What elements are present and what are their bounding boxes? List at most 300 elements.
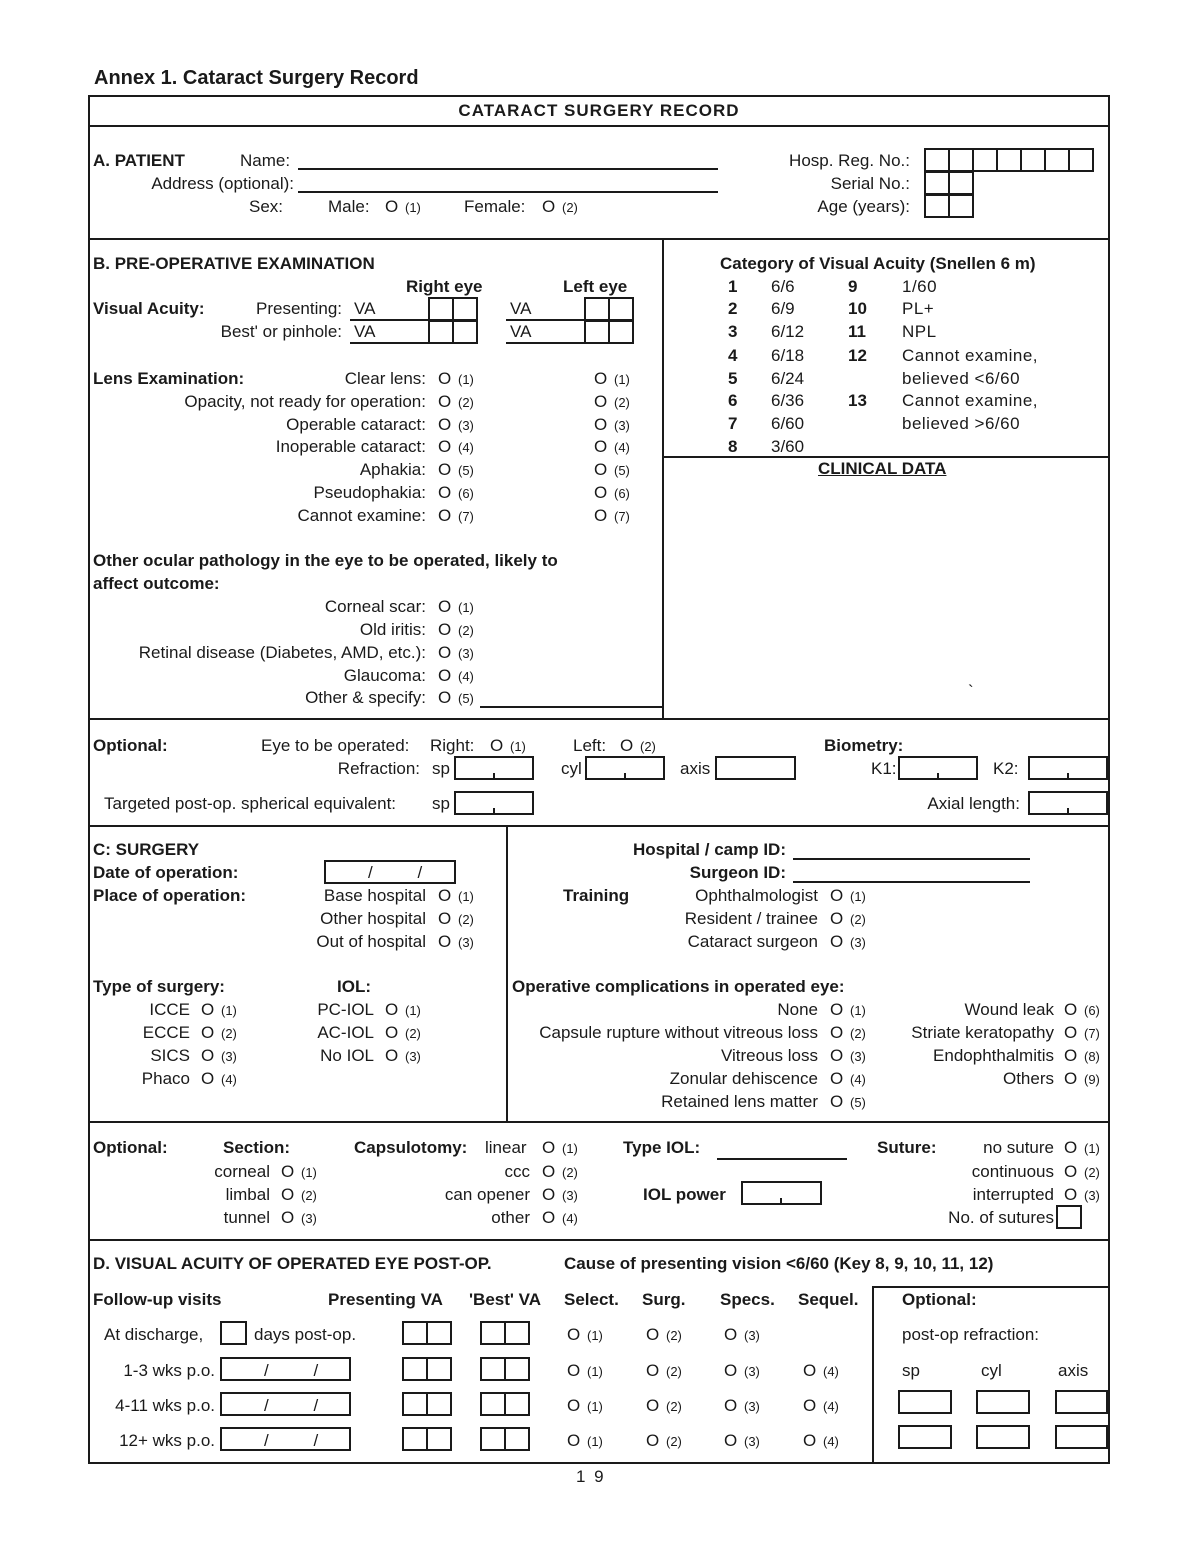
- option-number: (3): [1084, 1188, 1100, 1203]
- discharge-presenting-va[interactable]: [402, 1321, 450, 1345]
- option-number: (9): [1084, 1072, 1100, 1087]
- place-item: Out of hospital: [316, 932, 426, 951]
- va-category-number: 9: [848, 277, 858, 296]
- option-number: (5): [850, 1095, 866, 1110]
- pathology-radio[interactable]: O: [438, 666, 452, 685]
- age-boxes[interactable]: [924, 194, 972, 218]
- left-eye-radio[interactable]: O: [620, 736, 634, 755]
- biometry-label: Biometry:: [824, 736, 904, 755]
- hosp-reg-label: Hosp. Reg. No.:: [789, 151, 910, 170]
- place-radio[interactable]: O: [438, 886, 452, 905]
- option-number: (3): [614, 418, 630, 433]
- iol-radio[interactable]: O: [385, 1023, 399, 1042]
- va-category-value: 6/24: [771, 369, 805, 388]
- va-category-number: 13: [848, 391, 867, 410]
- left-lens-radio[interactable]: O: [594, 415, 608, 434]
- option-number: (1): [587, 1364, 603, 1379]
- va-category-value: 6/60: [771, 414, 805, 433]
- best-pinhole-label: Best' or pinhole:: [220, 322, 342, 341]
- cause-radio[interactable]: O: [567, 1396, 581, 1415]
- best-va-boxes[interactable]: [480, 1392, 528, 1416]
- patient-heading: A. PATIENT: [93, 151, 185, 170]
- surg-header: Surg.: [642, 1290, 686, 1309]
- option-number: (3): [850, 935, 866, 950]
- lens-item: Opacity, not ready for operation:: [184, 392, 426, 411]
- complication-item: Vitreous loss: [720, 1046, 818, 1065]
- va-category-number: 3: [728, 322, 738, 341]
- option-number: (3): [458, 418, 474, 433]
- type-iol-label: Type IOL:: [623, 1138, 701, 1157]
- option-number: (4): [458, 440, 474, 455]
- complication-radio[interactable]: O: [830, 1092, 844, 1111]
- va-category-value: 6/6: [771, 277, 795, 296]
- left-lens-radio[interactable]: O: [594, 506, 608, 525]
- preop-heading: B. PRE-OPERATIVE EXAMINATION: [93, 254, 375, 273]
- va-category-number: 7: [728, 414, 738, 433]
- capsulotomy-radio[interactable]: O: [542, 1138, 556, 1157]
- surgery-type: ICCE: [149, 1000, 190, 1019]
- option-number: (6): [614, 486, 630, 501]
- cause-radio[interactable]: O: [803, 1396, 817, 1415]
- va-category-heading: Category of Visual Acuity (Snellen 6 m): [720, 254, 1036, 273]
- male-radio[interactable]: O: [385, 197, 399, 216]
- va-category-value: PL+: [902, 299, 935, 318]
- left-lens-radio[interactable]: O: [594, 369, 608, 388]
- training-radio[interactable]: O: [830, 886, 844, 905]
- postop-axis-field[interactable]: [1055, 1390, 1108, 1414]
- section-label: Section:: [223, 1138, 291, 1157]
- postop-cyl-field[interactable]: [976, 1425, 1030, 1449]
- option-number: (2): [666, 1364, 682, 1379]
- option-number: (1): [850, 889, 866, 904]
- option-number: (6): [458, 486, 474, 501]
- left-eye-best-va[interactable]: [584, 320, 632, 344]
- option-number: (4): [614, 440, 630, 455]
- option-number: (1): [1084, 1141, 1100, 1156]
- other-specify-field[interactable]: [480, 706, 662, 708]
- option-number: (2): [458, 912, 474, 927]
- suture-item: continuous: [971, 1162, 1054, 1181]
- complication-radio[interactable]: O: [830, 1069, 844, 1088]
- option-number: (3): [458, 935, 474, 950]
- suture-label: Suture:: [877, 1138, 937, 1157]
- presenting-va-boxes[interactable]: [402, 1392, 450, 1416]
- va-category-value: 1/60: [902, 277, 938, 296]
- cause-radio[interactable]: O: [646, 1396, 660, 1415]
- va-category-number: 11: [848, 322, 866, 341]
- sp-label: sp: [432, 759, 450, 778]
- left-lens-radio[interactable]: O: [594, 437, 608, 456]
- best-va-boxes[interactable]: [480, 1357, 528, 1381]
- hospital-id-label: Hospital / camp ID:: [632, 840, 786, 859]
- va-label: VA: [354, 299, 376, 318]
- right-eye-presenting-va[interactable]: [428, 297, 476, 321]
- training-item: Ophthalmologist: [695, 886, 818, 905]
- va-category-value: 3/60: [771, 437, 805, 456]
- right-lens-radio[interactable]: O: [438, 483, 452, 502]
- complications-heading: Operative complications in operated eye:: [512, 977, 845, 996]
- va-category-number: 8: [728, 437, 738, 456]
- section-radio[interactable]: O: [281, 1208, 295, 1227]
- va-label: VA: [354, 322, 376, 341]
- iol-radio[interactable]: O: [385, 1000, 399, 1019]
- left-lens-radio[interactable]: O: [594, 483, 608, 502]
- right-lens-radio[interactable]: O: [438, 415, 452, 434]
- sp-header: sp: [902, 1361, 920, 1380]
- capsulotomy-radio[interactable]: O: [542, 1208, 556, 1227]
- optional-label: Optional:: [93, 1138, 168, 1157]
- iol-type: AC-IOL: [317, 1023, 374, 1042]
- va-category-number: 4: [728, 346, 738, 365]
- serial-boxes[interactable]: [924, 171, 972, 195]
- suture-item: interrupted: [972, 1185, 1054, 1204]
- cyl-label: cyl: [561, 759, 582, 778]
- clinical-data-heading: CLINICAL DATA: [818, 459, 947, 478]
- refraction-label: Refraction:: [337, 759, 420, 778]
- va-category-value: 6/18: [771, 346, 805, 365]
- complication-item: Endophthalmitis: [933, 1046, 1054, 1065]
- va-category-value: 6/12: [771, 322, 805, 341]
- section-radio[interactable]: O: [281, 1162, 295, 1181]
- discharge-days-field[interactable]: [220, 1321, 247, 1345]
- complication-item: Capsule rupture without vitreous loss: [539, 1023, 818, 1042]
- va-category-value: 6/36: [771, 391, 805, 410]
- cause-radio[interactable]: O: [803, 1431, 817, 1450]
- surgery-type-radio[interactable]: O: [201, 1046, 215, 1065]
- option-number: (2): [562, 200, 578, 215]
- option-number: (1): [458, 889, 474, 904]
- select-header: Select.: [564, 1290, 619, 1309]
- option-number: (2): [1084, 1165, 1100, 1180]
- presenting-va-boxes[interactable]: [402, 1357, 450, 1381]
- option-number: (3): [744, 1364, 760, 1379]
- axis-label: axis: [680, 759, 711, 778]
- no-of-sutures-field[interactable]: [1056, 1205, 1082, 1229]
- complication-item: Others: [1002, 1069, 1054, 1088]
- option-number: (3): [301, 1211, 317, 1226]
- option-number: (7): [614, 509, 630, 524]
- form-title: CATARACT SURGERY RECORD: [458, 101, 740, 120]
- left-eye-header: Left eye: [563, 277, 628, 296]
- place-radio[interactable]: O: [438, 932, 452, 951]
- cause-radio[interactable]: O: [646, 1361, 660, 1380]
- option-number: (2): [640, 739, 656, 754]
- surgery-type-radio[interactable]: O: [201, 1000, 215, 1019]
- presenting-va-header: Presenting VA: [328, 1290, 443, 1309]
- postop-axis-field[interactable]: [1055, 1425, 1108, 1449]
- suture-radio[interactable]: O: [1064, 1185, 1078, 1204]
- annex-title: Annex 1. Cataract Surgery Record: [94, 67, 419, 89]
- lens-exam-label: Lens Examination:: [93, 369, 245, 388]
- cause-heading: Cause of presenting vision <6/60 (Key 8, 9, 10, 11, 12): [564, 1254, 994, 1273]
- suture-radio[interactable]: O: [1064, 1138, 1078, 1157]
- option-number: (3): [744, 1328, 760, 1343]
- option-number: (2): [850, 1026, 866, 1041]
- hosp-reg-boxes[interactable]: [924, 148, 1092, 172]
- pathology-radio[interactable]: O: [438, 620, 452, 639]
- option-number: (2): [458, 395, 474, 410]
- cause-radio[interactable]: O: [646, 1325, 660, 1344]
- date-separator: / /: [264, 1431, 339, 1450]
- right-eye-best-va[interactable]: [428, 320, 476, 344]
- lens-item: Inoperable cataract:: [275, 437, 426, 456]
- option-number: (3): [744, 1399, 760, 1414]
- k2-label: K2:: [993, 759, 1019, 778]
- option-number: (1): [587, 1328, 603, 1343]
- option-number: (3): [221, 1049, 237, 1064]
- other-pathology-heading: Other ocular pathology in the eye to be operated, likely to: [93, 551, 558, 570]
- option-number: (5): [614, 463, 630, 478]
- best-va-boxes[interactable]: [480, 1427, 528, 1451]
- capsulotomy-radio[interactable]: O: [542, 1185, 556, 1204]
- best-va-header: 'Best' VA: [469, 1290, 542, 1309]
- option-number: (4): [823, 1399, 839, 1414]
- option-number: (1): [510, 739, 526, 754]
- age-label: Age (years):: [817, 197, 910, 216]
- specs-header: Specs.: [720, 1290, 775, 1309]
- complication-radio[interactable]: O: [830, 1023, 844, 1042]
- training-radio[interactable]: O: [830, 932, 844, 951]
- right-lens-radio[interactable]: O: [438, 392, 452, 411]
- va-category-value: Cannot examine,: [902, 346, 1039, 365]
- axis-header: axis: [1058, 1361, 1089, 1380]
- surgery-type-radio[interactable]: O: [201, 1023, 215, 1042]
- female-radio[interactable]: O: [542, 197, 556, 216]
- option-number: (8): [1084, 1049, 1100, 1064]
- va-category-value: NPL: [902, 322, 937, 341]
- va-category-number: 6: [728, 391, 738, 410]
- female-label: Female:: [464, 197, 526, 216]
- va-category-value: Cannot examine,: [902, 391, 1039, 410]
- option-number: (2): [666, 1434, 682, 1449]
- surgeon-id-field[interactable]: [793, 881, 1030, 883]
- va-category-number: 2: [728, 299, 738, 318]
- va-category-value: 6/9: [771, 299, 795, 318]
- cause-radio[interactable]: O: [567, 1361, 581, 1380]
- place-item: Other hospital: [320, 909, 426, 928]
- complication-radio[interactable]: O: [1064, 1023, 1078, 1042]
- option-number: (1): [850, 1003, 866, 1018]
- va-label: VA: [510, 299, 532, 318]
- option-number: (4): [562, 1211, 578, 1226]
- capsulotomy-item: can opener: [444, 1185, 530, 1204]
- left-label: Left:: [573, 736, 607, 755]
- cause-radio[interactable]: O: [724, 1325, 738, 1344]
- male-label: Male:: [328, 197, 370, 216]
- surgery-heading: C: SURGERY: [93, 840, 200, 859]
- training-item: Cataract surgeon: [687, 932, 818, 951]
- section-radio[interactable]: O: [281, 1185, 295, 1204]
- option-number: (7): [1084, 1026, 1100, 1041]
- pathology-radio[interactable]: O: [438, 643, 452, 662]
- complication-radio[interactable]: O: [830, 1000, 844, 1019]
- va-category-number: 10: [848, 299, 867, 318]
- date-separator: / /: [264, 1361, 339, 1380]
- iol-type: No IOL: [320, 1046, 374, 1065]
- complication-item: Zonular dehiscence: [669, 1069, 818, 1088]
- capsulotomy-item: linear: [485, 1138, 527, 1157]
- refraction-axis-field[interactable]: [715, 756, 796, 780]
- iol-label: IOL:: [337, 977, 371, 996]
- section-item: corneal: [214, 1162, 270, 1181]
- right-lens-radio[interactable]: O: [438, 460, 452, 479]
- capsulotomy-item: ccc: [504, 1162, 530, 1181]
- surgery-type-radio[interactable]: O: [201, 1069, 215, 1088]
- option-number: (1): [562, 1141, 578, 1156]
- option-number: (1): [587, 1399, 603, 1414]
- pathology-radio[interactable]: O: [438, 688, 452, 707]
- option-number: (4): [221, 1072, 237, 1087]
- complication-radio[interactable]: O: [1064, 1069, 1078, 1088]
- sequel-header: Sequel.: [798, 1290, 859, 1309]
- type-iol-field[interactable]: [717, 1158, 847, 1160]
- option-number: (2): [666, 1399, 682, 1414]
- option-number: (1): [405, 1003, 421, 1018]
- option-number: (4): [458, 669, 474, 684]
- at-discharge-label: At discharge,: [104, 1325, 204, 1344]
- cause-radio[interactable]: O: [567, 1325, 581, 1344]
- place-item: Base hospital: [323, 886, 426, 905]
- lens-item: Aphakia:: [359, 460, 426, 479]
- cause-radio[interactable]: O: [724, 1431, 738, 1450]
- sex-label: Sex:: [249, 197, 284, 216]
- postop-optional-header: Optional:: [902, 1290, 977, 1309]
- place-of-operation-label: Place of operation:: [93, 886, 247, 905]
- pathology-item: Retinal disease (Diabetes, AMD, etc.):: [138, 643, 426, 662]
- presenting-va-boxes[interactable]: [402, 1427, 450, 1451]
- option-number: (5): [458, 691, 474, 706]
- cause-radio[interactable]: O: [803, 1361, 817, 1380]
- right-lens-radio[interactable]: O: [438, 437, 452, 456]
- name-label: Name:: [240, 151, 291, 170]
- postop-refraction-label: post-op refraction:: [902, 1325, 1040, 1344]
- follow-up-label: 1-3 wks p.o.: [123, 1361, 215, 1380]
- left-lens-radio[interactable]: O: [594, 392, 608, 411]
- va-category-number: 1: [728, 277, 738, 296]
- option-number: (3): [744, 1434, 760, 1449]
- iol-radio[interactable]: O: [385, 1046, 399, 1065]
- postop-sp-field[interactable]: [898, 1425, 952, 1449]
- postop-sp-field[interactable]: [898, 1390, 952, 1414]
- targeted-label: Targeted post-op. spherical equivalent:: [104, 794, 397, 813]
- va-category-number: 12: [848, 346, 867, 365]
- option-number: (1): [587, 1434, 603, 1449]
- va-label: VA: [510, 322, 532, 341]
- option-number: (2): [405, 1026, 421, 1041]
- name-field[interactable]: [298, 168, 718, 170]
- k1-label: K1:: [871, 759, 897, 778]
- date-of-operation-label: Date of operation:: [93, 863, 239, 882]
- complication-radio[interactable]: O: [1064, 1046, 1078, 1065]
- option-number: (4): [850, 1072, 866, 1087]
- pathology-item: Other & specify:: [305, 688, 426, 707]
- option-number: (2): [458, 623, 474, 638]
- surgery-type: Phaco: [141, 1069, 190, 1088]
- training-label: Training: [563, 886, 630, 905]
- va-category-value: believed >6/60: [902, 414, 1021, 433]
- page-number: 1 9: [576, 1467, 606, 1486]
- hospital-id-field[interactable]: [793, 858, 1030, 860]
- option-number: (1): [458, 600, 474, 615]
- option-number: (2): [850, 912, 866, 927]
- postop-heading: D. VISUAL ACUITY OF OPERATED EYE POST-OP.: [93, 1254, 492, 1273]
- discharge-best-va[interactable]: [480, 1321, 528, 1345]
- option-number: (2): [301, 1188, 317, 1203]
- option-number: (3): [850, 1049, 866, 1064]
- optional-label: Optional:: [93, 736, 168, 755]
- iol-type: PC-IOL: [317, 1000, 374, 1019]
- address-field[interactable]: [298, 191, 718, 193]
- option-number: (1): [405, 200, 421, 215]
- option-number: (2): [666, 1328, 682, 1343]
- date-separator: / /: [264, 1396, 339, 1415]
- right-eye-radio[interactable]: O: [490, 736, 504, 755]
- option-number: (5): [458, 463, 474, 478]
- address-label: Address (optional):: [151, 174, 294, 193]
- complication-radio[interactable]: O: [1064, 1000, 1078, 1019]
- type-of-surgery-label: Type of surgery:: [93, 977, 225, 996]
- surgery-type: ECCE: [142, 1023, 190, 1042]
- option-number: (1): [458, 372, 474, 387]
- va-category-value: believed <6/60: [902, 369, 1021, 388]
- va-category-number: 5: [728, 369, 738, 388]
- cause-radio[interactable]: O: [567, 1431, 581, 1450]
- cause-radio[interactable]: O: [724, 1361, 738, 1380]
- pathology-radio[interactable]: O: [438, 597, 452, 616]
- option-number: (3): [562, 1188, 578, 1203]
- capsulotomy-radio[interactable]: O: [542, 1162, 556, 1181]
- left-eye-presenting-va[interactable]: [584, 297, 632, 321]
- complication-radio[interactable]: O: [830, 1046, 844, 1065]
- section-item: limbal: [225, 1185, 270, 1204]
- complication-item: Striate keratopathy: [911, 1023, 1054, 1042]
- right-lens-radio[interactable]: O: [438, 506, 452, 525]
- option-number: (2): [221, 1026, 237, 1041]
- right-eye-header: Right eye: [406, 277, 483, 296]
- right-lens-radio[interactable]: O: [438, 369, 452, 388]
- surgeon-id-label: Surgeon ID:: [689, 863, 786, 882]
- capsulotomy-label: Capsulotomy:: [354, 1138, 468, 1157]
- lens-item: Clear lens:: [344, 369, 426, 388]
- suture-radio[interactable]: O: [1064, 1162, 1078, 1181]
- lens-item: Cannot examine:: [297, 506, 426, 525]
- left-lens-radio[interactable]: O: [594, 460, 608, 479]
- capsulotomy-item: other: [491, 1208, 530, 1227]
- other-pathology-heading-2: affect outcome:: [93, 574, 220, 593]
- axial-length-label: Axial length:: [927, 794, 1020, 813]
- option-number: (1): [614, 372, 630, 387]
- cause-radio[interactable]: O: [646, 1431, 660, 1450]
- stray-mark: `: [968, 682, 974, 701]
- option-number: (2): [562, 1165, 578, 1180]
- option-number: (3): [405, 1049, 421, 1064]
- cyl-header: cyl: [981, 1361, 1002, 1380]
- option-number: (1): [301, 1165, 317, 1180]
- cause-radio[interactable]: O: [724, 1396, 738, 1415]
- option-number: (6): [1084, 1003, 1100, 1018]
- lens-item: Pseudophakia:: [313, 483, 426, 502]
- option-number: (3): [458, 646, 474, 661]
- option-number: (4): [823, 1434, 839, 1449]
- postop-cyl-field[interactable]: [976, 1390, 1030, 1414]
- surgery-type: SICS: [150, 1046, 190, 1065]
- presenting-label: Presenting:: [256, 299, 342, 318]
- option-number: (1): [221, 1003, 237, 1018]
- training-radio[interactable]: O: [830, 909, 844, 928]
- section-item: tunnel: [223, 1208, 270, 1227]
- place-radio[interactable]: O: [438, 909, 452, 928]
- iol-power-label: IOL power: [643, 1185, 726, 1204]
